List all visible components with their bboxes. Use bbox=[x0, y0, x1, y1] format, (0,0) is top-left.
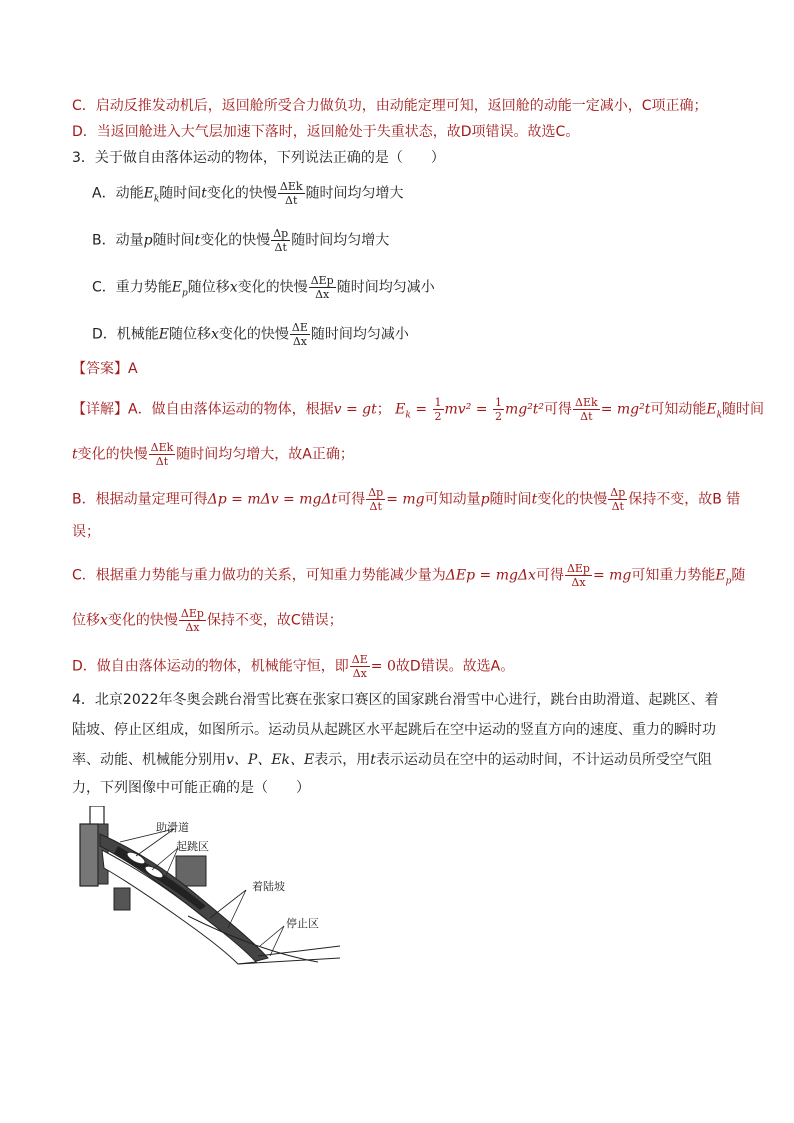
solution-d-line: D．当返回舱进入大气层加速下落时，返回舱处于失重状态，故D项错误。故选C。 bbox=[72, 124, 580, 140]
ski-jump-figure bbox=[78, 806, 346, 971]
detail-c-line-2: 位移x变化的快慢 $\frac{\text{ΔEp}}{\Delta x}$ 保持不变，故C错误； bbox=[72, 607, 343, 634]
detail-b-line-1: B．根据动量定理可得Δp = mΔv = mgΔt可得 $\frac{\Delta p}{\Delta t}$ = mg可知动量p随时间t变化的快慢 $\frac{\Delta p}{\Delta t}$ 保持不变，故B 错 bbox=[72, 486, 741, 513]
question-4-line-3: 率、动能、机械能分别用v、P、Ek、E表示，用t表示运动员在空中的运动时间，不计运动员所受空气阻 bbox=[72, 752, 712, 768]
option-a: A．动能$E_k$随时间t变化的快慢 $\frac{\text{ΔEk}}{\Delta t}$ 随时间均匀增大 bbox=[92, 180, 404, 207]
answer-label: 【答案】 bbox=[72, 361, 128, 377]
label-tingzhiqu: 停止区 bbox=[286, 917, 319, 930]
detail-a-line-1: 【详解】A．做自由落体运动的物体，根据v = gt； $E_k$ = $\frac{1}{2}$ mv² = $\frac{1}{2}$ mg²t²可得 $\frac{\text{ΔEk}}{\Delta t}$ = mg²t可知动能$E_k$随时间 bbox=[72, 396, 765, 423]
option-b: B．动量p随时间t变化的快慢 $\frac{\Delta p}{\Delta t}$ 随时间均匀增大 bbox=[92, 227, 390, 254]
question-4-line-4: 力，下列图像中可能正确的是（ ） bbox=[72, 780, 310, 796]
question-4-line-2: 陆坡、停止区组成，如图所示。运动员从起跳区水平起跳后在空中运动的竖直方向的速度、重力的瞬时功 bbox=[72, 722, 716, 738]
label-zhuhuadao: 助滑道 bbox=[156, 821, 189, 834]
answer-line bbox=[72, 359, 138, 379]
label-zhuolupo: 着陆坡 bbox=[252, 880, 285, 893]
question-3-stem: 3．关于做自由落体运动的物体，下列说法正确的是（ ） bbox=[72, 150, 445, 166]
detail-b-line-2: 误； bbox=[72, 524, 100, 540]
solution-c-line: C．启动反推发动机后，返回舱所受合力做负功，由动能定理可知，返回舱的动能一定减小，C项正确； bbox=[72, 98, 708, 114]
fraction-dEk-dt: $\frac{\text{ΔEk}}{\Delta t}$ bbox=[279, 180, 303, 207]
answer-value: A bbox=[128, 361, 138, 377]
tower-body bbox=[80, 824, 98, 886]
detail-c-line-1: C．根据重力势能与重力做功的关系，可知重力势能减少量为ΔEp = mgΔx可得 $\frac{\text{ΔEp}}{\Delta x}$ = mg可知重力势能$E_p$随 bbox=[72, 562, 746, 589]
option-d: D．机械能E随位移x变化的快慢 $\frac{\Delta E}{\Delta x}$ 随时间均匀减小 bbox=[92, 321, 409, 348]
detail-a-line-2: t变化的快慢 $\frac{\text{ΔEk}}{\Delta t}$ 随时间均匀增大，故A正确； bbox=[72, 441, 354, 468]
fraction-dE-dx: $\frac{\Delta E}{\Delta x}$ bbox=[291, 321, 308, 348]
fraction-dp-dt: $\frac{\Delta p}{\Delta t}$ bbox=[273, 227, 289, 254]
detail-d-line: D．做自由落体运动的物体，机械能守恒，即 $\frac{\Delta E}{\Delta x}$ = 0故D错误。故选A。 bbox=[72, 653, 515, 680]
label-qitiaoqu: 起跳区 bbox=[176, 840, 209, 853]
fraction-dEp-dx: $\frac{\text{ΔEp}}{\Delta x}$ bbox=[310, 274, 334, 301]
option-c: C．重力势能$E_p$随位移x变化的快慢 $\frac{\text{ΔEp}}{\Delta x}$ 随时间均匀减小 bbox=[92, 274, 435, 301]
question-4-line-1: 4．北京2022年冬奥会跳台滑雪比赛在张家口赛区的国家跳台滑雪中心进行，跳台由助滑道、起跳区、着 bbox=[72, 692, 719, 708]
base-block bbox=[114, 888, 130, 910]
